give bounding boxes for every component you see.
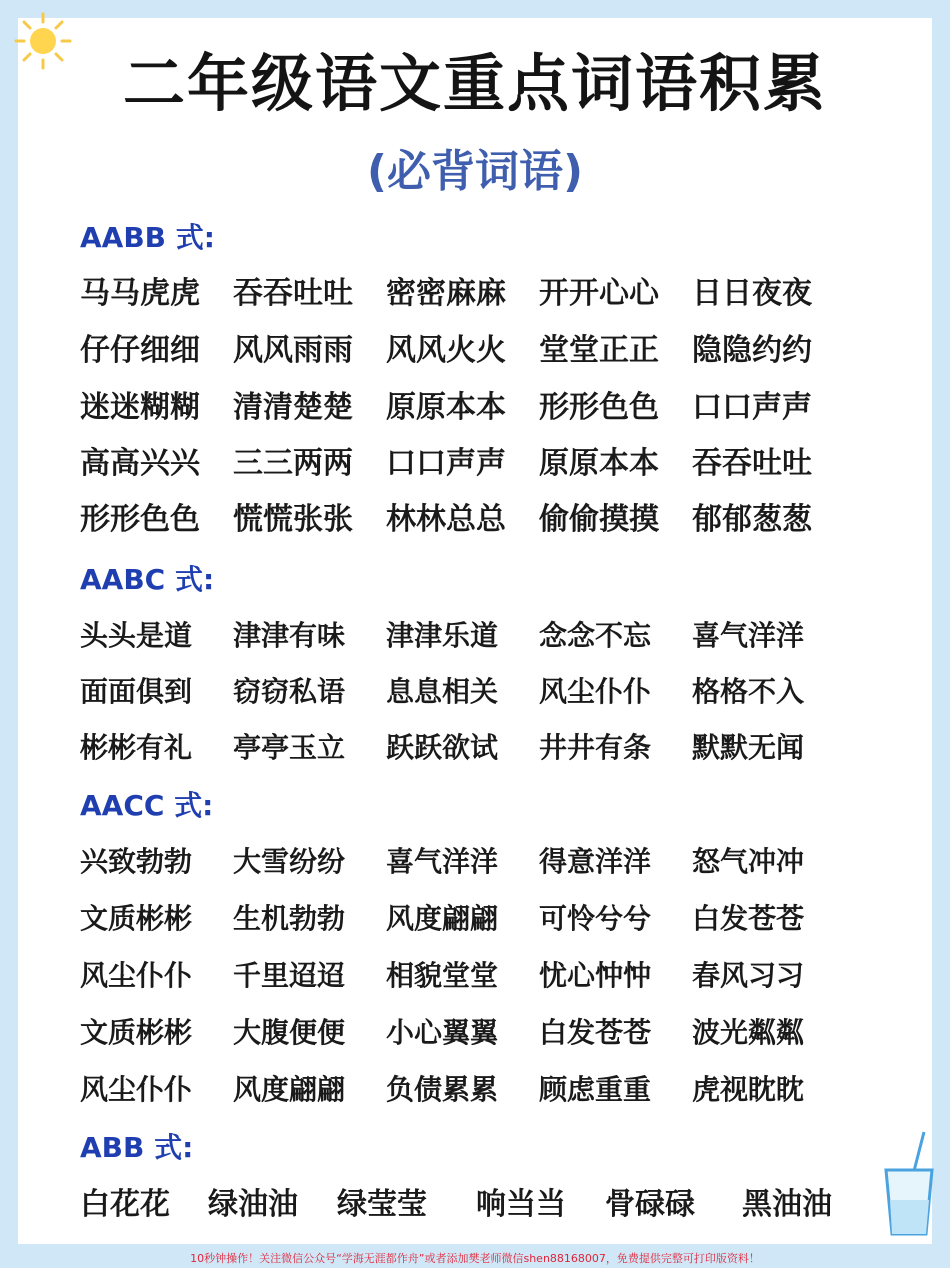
section-label-aabb: AABB 式: [80,221,215,254]
word-item: 文质彬彬 [80,1016,193,1049]
word-item: 清清楚楚 [233,390,353,425]
word-item: 可怜兮兮 [539,902,652,935]
page-title: 二年级语文重点词语积累 [122,47,827,120]
word-item: 风尘仆仆 [539,675,652,708]
word-item: 风度翩翩 [233,1073,346,1106]
word-item: 窃窃私语 [233,675,346,708]
word-item: 井井有条 [539,731,652,764]
word-row [80,1183,880,1227]
section-label-abb: ABB 式: [80,1131,194,1164]
word-item: 津津有味 [233,619,346,652]
word-item: 原原本本 [539,446,659,481]
word-item: 头头是道 [80,619,193,652]
word-item: 三三两两 [233,446,353,481]
word-item: 虎视眈眈 [692,1073,805,1106]
word-item: 相貌堂堂 [386,959,499,992]
word-item: 风风火火 [386,333,506,368]
word-item: 格格不入 [692,675,805,708]
word-item: 仔仔细细 [80,333,200,368]
word-row [80,840,880,884]
word-item: 林林总总 [386,502,506,537]
word-item: 形形色色 [80,502,200,537]
word-item: 黑油油 [742,1187,832,1222]
word-item: 得意洋洋 [539,845,652,878]
word-item: 白发苍苍 [692,902,805,935]
page-subtitle: (必背词语) [366,146,584,197]
word-row [80,726,880,770]
word-item: 喜气洋洋 [692,619,805,652]
word-item: 白发苍苍 [539,1016,652,1049]
word-item: 文质彬彬 [80,902,193,935]
word-row [80,1068,880,1112]
word-item: 喜气洋洋 [386,845,499,878]
word-item: 负债累累 [386,1073,499,1106]
word-item: 风风雨雨 [233,333,353,368]
word-item: 形形色色 [539,390,659,425]
word-item: 密密麻麻 [386,276,506,311]
word-item: 大腹便便 [233,1016,346,1049]
word-item: 绿莹莹 [337,1187,427,1222]
word-item: 马马虎虎 [80,276,200,311]
word-item: 兴致勃勃 [80,845,193,878]
word-item: 骨碌碌 [605,1187,695,1222]
word-item: 堂堂正正 [539,333,659,368]
word-item: 白花花 [80,1187,170,1222]
word-item: 日日夜夜 [692,276,812,311]
word-item: 跃跃欲试 [386,731,499,764]
word-item: 口口声声 [386,446,506,481]
word-row [80,614,880,658]
word-item: 千里迢迢 [233,959,346,992]
word-item: 口口声声 [692,390,812,425]
word-item: 忧心忡忡 [539,959,652,992]
section-label-aabc: AABC 式: [80,563,215,596]
word-item: 风度翩翩 [386,902,499,935]
word-row [80,386,880,430]
word-item: 怒气冲冲 [692,845,805,878]
word-item: 慌慌张张 [233,502,353,537]
word-row [80,272,880,316]
word-item: 默默无闻 [692,731,805,764]
word-item: 念念不忘 [539,619,652,652]
word-item: 息息相关 [386,675,499,708]
word-item: 波光粼粼 [692,1016,805,1049]
footer-notice: 10秒钟操作！关注微信公众号“学海无涯都作舟”或者添加樊老师微信shen88168007，免费提供完整可打印版资料！ [190,1252,760,1265]
word-row [80,1011,880,1055]
word-row [80,670,880,714]
word-item: 春风习习 [692,959,805,992]
word-item: 开开心心 [539,276,659,311]
word-item: 风尘仆仆 [80,1073,193,1106]
word-row [80,442,880,486]
word-item: 小心翼翼 [386,1016,499,1049]
drinking-glass-icon [874,1130,944,1240]
word-item: 原原本本 [386,390,506,425]
word-row [80,498,880,542]
word-item: 风尘仆仆 [80,959,193,992]
word-item: 津津乐道 [386,619,499,652]
word-item: 隐隐约约 [692,333,812,368]
word-item: 亭亭玉立 [233,731,346,764]
word-item: 生机勃勃 [233,902,346,935]
word-item: 大雪纷纷 [233,845,346,878]
word-item: 响当当 [476,1187,566,1222]
word-row [80,897,880,941]
word-item: 偷偷摸摸 [539,502,659,537]
section-label-aacc: AACC 式: [80,789,214,822]
word-item: 面面俱到 [80,675,193,708]
word-item: 吞吞吐吐 [692,446,812,481]
word-item: 彬彬有礼 [80,731,193,764]
word-item: 郁郁葱葱 [692,502,812,537]
word-row [80,954,880,998]
word-row [80,329,880,373]
word-item: 顾虑重重 [539,1073,652,1106]
word-item: 迷迷糊糊 [80,390,200,425]
word-item: 吞吞吐吐 [233,276,353,311]
word-item: 高高兴兴 [80,446,200,481]
word-item: 绿油油 [208,1187,298,1222]
